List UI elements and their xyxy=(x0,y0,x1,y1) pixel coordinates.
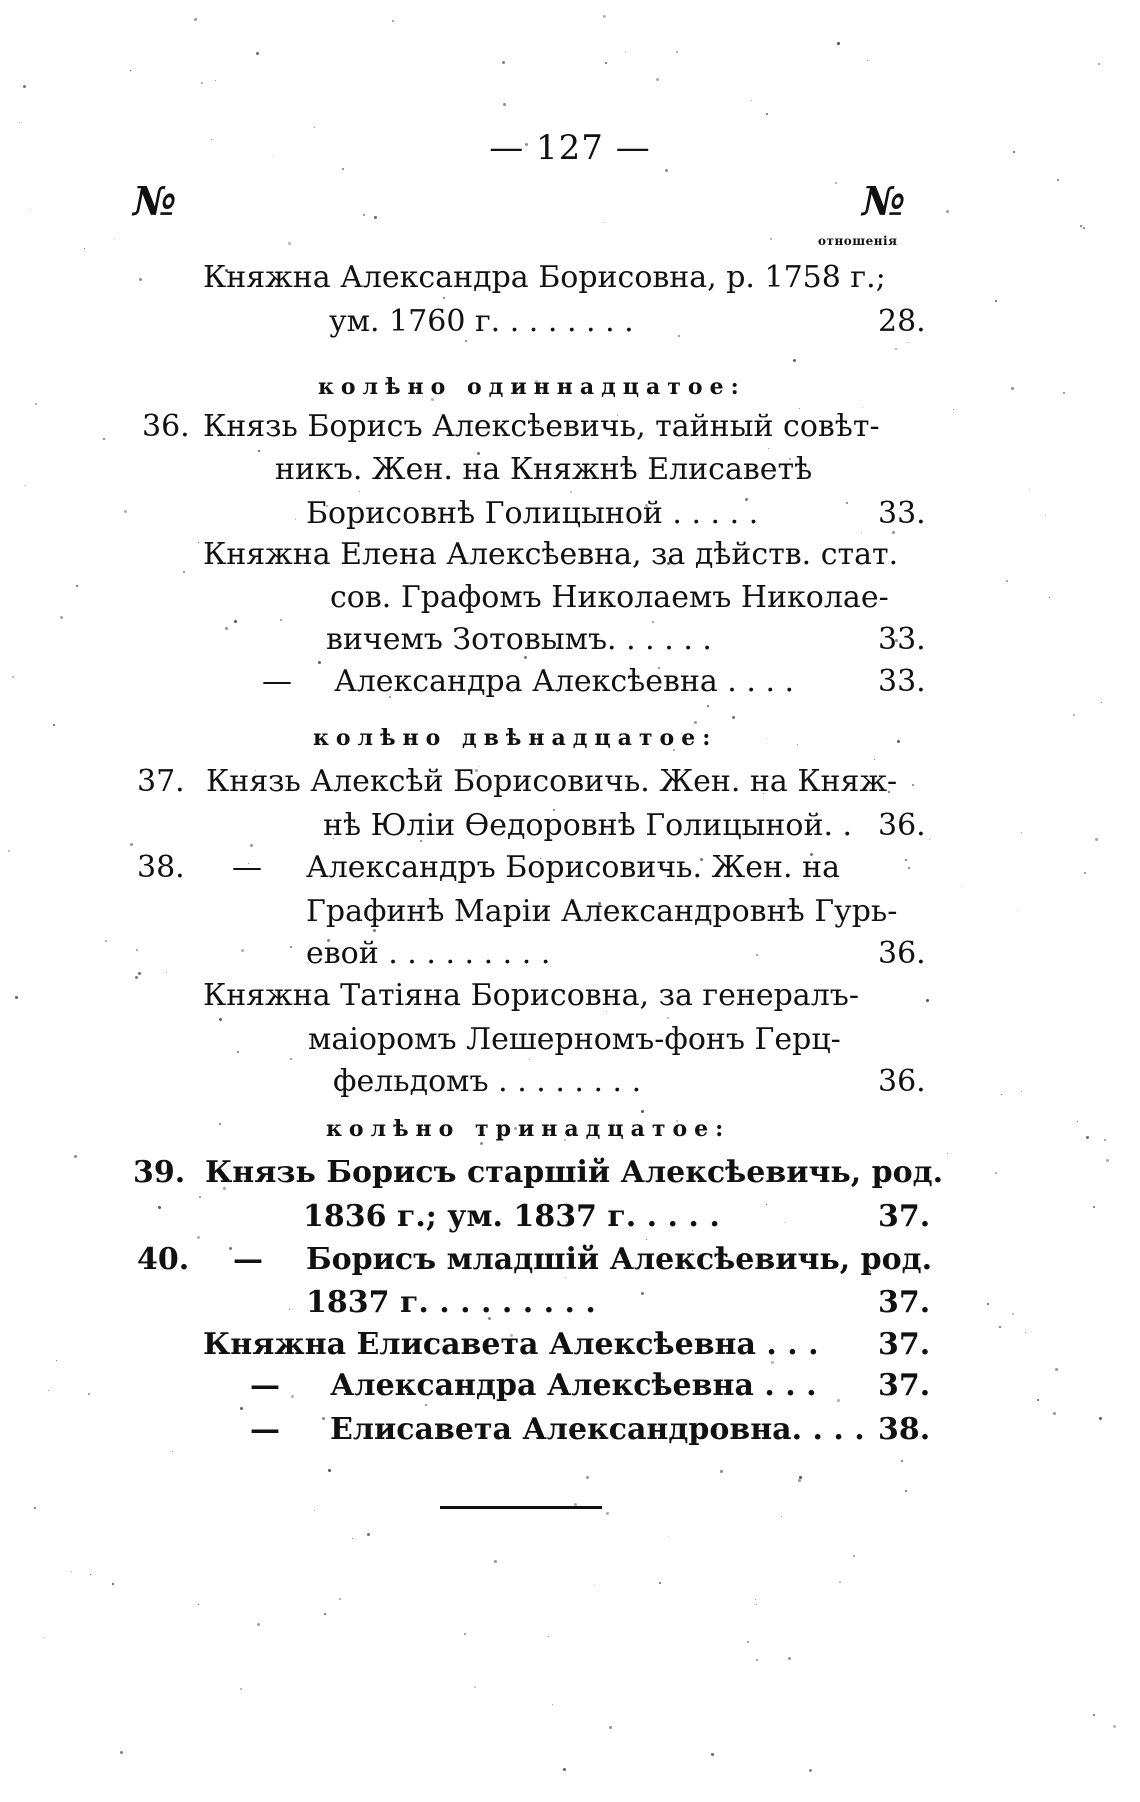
paper-speck xyxy=(953,409,954,410)
paper-speck xyxy=(766,1204,767,1205)
paper-speck xyxy=(199,1196,201,1198)
entry-line: Графинѣ Марiи Александровнѣ Гурь- xyxy=(306,894,898,929)
paper-speck xyxy=(35,403,37,405)
paper-speck xyxy=(912,784,914,786)
entry-line: нѣ Юлiи Ѳедоровнѣ Голицыной. . xyxy=(323,808,853,843)
entry-reference: 36. xyxy=(878,808,926,843)
paper-speck xyxy=(766,113,768,115)
paper-speck xyxy=(839,1581,841,1583)
paper-speck xyxy=(234,620,237,623)
paper-speck xyxy=(8,850,10,852)
paper-speck xyxy=(250,844,253,847)
entry-number: 40. xyxy=(137,1242,190,1277)
paper-speck xyxy=(374,216,377,219)
entry-line: Княжна Александра Борисовна, р. 1758 г.; xyxy=(203,260,886,295)
paper-speck xyxy=(74,1155,77,1158)
paper-speck xyxy=(905,1490,907,1492)
entry-reference: 33. xyxy=(878,496,926,531)
paper-speck xyxy=(480,1142,483,1145)
entry-line: Александръ Борисовичь. Жен. на xyxy=(306,850,840,885)
paper-speck xyxy=(897,740,900,743)
paper-speck xyxy=(606,1512,609,1515)
paper-speck xyxy=(24,485,25,486)
paper-speck xyxy=(594,1585,595,1586)
paper-speck xyxy=(502,61,505,64)
paper-speck xyxy=(120,1751,123,1754)
paper-speck xyxy=(1006,580,1008,582)
paper-speck xyxy=(60,616,63,619)
ditto-dash: — xyxy=(262,664,292,699)
paper-speck xyxy=(798,1479,801,1482)
entry-line: Княжна Елисавета Алексѣевна . . . xyxy=(203,1327,819,1362)
generation-heading: колѣно тринадцатое: xyxy=(326,1116,731,1142)
paper-speck xyxy=(1013,151,1015,153)
paper-speck xyxy=(71,1571,72,1572)
paper-speck xyxy=(359,491,360,492)
paper-speck xyxy=(103,438,105,440)
paper-speck xyxy=(56,1360,57,1361)
paper-speck xyxy=(23,85,26,88)
paper-speck xyxy=(241,949,244,952)
paper-speck xyxy=(240,1688,242,1690)
ditto-dash: — xyxy=(250,1368,280,1403)
paper-speck xyxy=(494,1560,497,1563)
ditto-dash: — xyxy=(233,1242,263,1277)
paper-speck xyxy=(929,839,930,840)
paper-speck xyxy=(788,1657,791,1660)
generation-heading: колѣно одиннадцатое: xyxy=(318,374,746,400)
paper-speck xyxy=(198,542,199,543)
paper-speck xyxy=(720,1470,723,1473)
paper-speck xyxy=(570,491,572,493)
entry-line: сов. Графомъ Николаемъ Николае- xyxy=(330,580,889,615)
paper-speck xyxy=(926,999,929,1002)
entry-reference: 33. xyxy=(878,622,926,657)
paper-speck xyxy=(781,1516,782,1517)
paper-speck xyxy=(288,242,291,245)
entry-reference: 33. xyxy=(878,664,926,699)
entry-line: Борисовнѣ Голицыной . . . . . xyxy=(306,496,759,531)
paper-speck xyxy=(289,1309,290,1310)
ditto-dash: — xyxy=(232,850,262,885)
paper-speck xyxy=(694,721,697,724)
paper-speck xyxy=(901,1460,903,1462)
paper-speck xyxy=(1063,392,1065,394)
paper-speck xyxy=(158,1206,161,1209)
paper-speck xyxy=(799,1476,802,1479)
paper-speck xyxy=(322,1417,325,1420)
entry-line: Князь Борисъ старшiй Алексѣевичь, род. xyxy=(205,1155,944,1190)
paper-speck xyxy=(1037,1399,1039,1401)
paper-speck xyxy=(183,571,185,573)
paper-speck xyxy=(367,1533,370,1536)
paper-speck xyxy=(273,155,274,156)
paper-speck xyxy=(201,82,203,84)
entry-reference: 28. xyxy=(878,304,926,339)
paper-speck xyxy=(84,248,85,249)
paper-speck xyxy=(837,42,840,45)
paper-speck xyxy=(229,1247,232,1250)
paper-speck xyxy=(947,1153,948,1154)
entry-number: 39. xyxy=(133,1155,186,1190)
entry-line: ум. 1760 г. . . . . . . . xyxy=(329,304,634,339)
paper-speck xyxy=(1045,515,1046,516)
paper-speck xyxy=(1084,872,1086,874)
paper-speck xyxy=(112,1583,114,1585)
paper-speck xyxy=(1104,1139,1106,1141)
entry-line: 1837 г. . . . . . . . . xyxy=(306,1285,596,1320)
paper-speck xyxy=(1055,1368,1058,1371)
paper-speck xyxy=(853,1555,855,1557)
paper-speck xyxy=(15,996,18,999)
paper-speck xyxy=(756,954,758,956)
paper-speck xyxy=(793,359,796,362)
entry-reference: 37. xyxy=(878,1327,931,1362)
paper-speck xyxy=(324,1613,326,1615)
paper-speck xyxy=(1093,1714,1095,1716)
paper-speck xyxy=(676,51,678,53)
paper-speck xyxy=(861,532,862,533)
paper-speck xyxy=(1021,832,1022,833)
paper-speck xyxy=(342,168,344,170)
paper-speck xyxy=(139,278,142,281)
paper-speck xyxy=(707,705,709,707)
entry-line: Елисавета Александровна. . . . xyxy=(330,1412,865,1447)
paper-speck xyxy=(1073,714,1075,716)
paper-speck xyxy=(280,619,282,621)
paper-speck xyxy=(946,210,949,213)
paper-speck xyxy=(166,972,167,973)
paper-speck xyxy=(641,1110,644,1113)
paper-speck xyxy=(258,450,260,452)
paper-speck xyxy=(756,1659,758,1661)
paper-speck xyxy=(1113,1725,1116,1728)
paper-speck xyxy=(211,139,212,140)
paper-speck xyxy=(219,1018,222,1021)
paper-speck xyxy=(124,510,127,513)
paper-speck xyxy=(474,1686,476,1688)
paper-speck xyxy=(225,627,228,630)
paper-speck xyxy=(659,1582,661,1584)
paper-speck xyxy=(1101,702,1102,703)
paper-speck xyxy=(995,1172,997,1174)
paper-speck xyxy=(215,80,216,81)
paper-speck xyxy=(1012,1313,1014,1315)
paper-speck xyxy=(34,1507,36,1509)
paper-speck xyxy=(256,52,259,55)
paper-speck xyxy=(1011,387,1014,390)
entry-line: Княжна Татiяна Борисовна, за генералъ- xyxy=(203,978,859,1013)
paper-speck xyxy=(586,1476,589,1479)
paper-speck xyxy=(44,1637,45,1638)
paper-speck xyxy=(867,60,868,61)
paper-speck xyxy=(105,940,107,942)
paper-speck xyxy=(609,1726,612,1729)
entry-line: вичемъ Зотовымъ. . . . . . xyxy=(326,622,712,657)
entry-line: фельдомъ . . . . . . . . xyxy=(333,1064,642,1099)
paper-speck xyxy=(625,52,626,53)
paper-speck xyxy=(768,448,769,449)
paper-speck xyxy=(290,1058,292,1060)
entry-line: Александра Алексѣевна . . . xyxy=(330,1368,817,1403)
paper-speck xyxy=(1017,910,1018,911)
paper-speck xyxy=(987,1303,989,1305)
paper-speck xyxy=(905,859,907,861)
paper-speck xyxy=(314,127,315,128)
paper-speck xyxy=(30,209,31,210)
paper-speck xyxy=(656,78,659,81)
paper-speck xyxy=(1098,63,1100,65)
paper-speck xyxy=(1049,597,1050,598)
paper-speck xyxy=(835,182,837,184)
paper-speck xyxy=(766,738,767,739)
entry-reference: 37. xyxy=(878,1368,931,1403)
paper-speck xyxy=(503,103,506,106)
entry-reference: 36. xyxy=(878,936,926,971)
paper-speck xyxy=(295,519,296,520)
paper-speck xyxy=(90,1574,91,1575)
ditto-dash: — xyxy=(250,1412,280,1447)
entry-line: Княжна Елена Алексѣевна, за дѣйств. стат. xyxy=(203,537,899,572)
number-column-header: № xyxy=(133,178,177,225)
paper-speck xyxy=(1057,179,1059,181)
paper-speck xyxy=(197,1236,200,1239)
end-rule xyxy=(440,1506,602,1509)
paper-speck xyxy=(53,724,55,726)
paper-speck xyxy=(314,1510,315,1511)
entry-number: 36. xyxy=(142,409,190,444)
paper-speck xyxy=(48,1390,49,1391)
paper-speck xyxy=(130,70,131,71)
paper-speck xyxy=(291,1395,294,1398)
paper-speck xyxy=(464,1633,466,1635)
paper-speck xyxy=(339,1598,341,1600)
paper-speck xyxy=(237,1051,239,1053)
paper-speck xyxy=(908,867,910,869)
paper-speck xyxy=(19,122,20,123)
paper-speck xyxy=(1106,1159,1109,1162)
paper-speck xyxy=(678,335,680,337)
entry-line: никъ. Жен. на Княжнѣ Елисаветѣ xyxy=(275,452,813,487)
paper-speck xyxy=(1086,1136,1089,1139)
entry-reference: 37. xyxy=(878,1199,931,1234)
paper-speck xyxy=(605,62,607,64)
paper-speck xyxy=(328,1469,331,1472)
paper-speck xyxy=(711,1753,714,1756)
entry-number: 37. xyxy=(137,764,185,799)
paper-speck xyxy=(809,1769,812,1772)
paper-speck xyxy=(130,843,133,846)
paper-speck xyxy=(76,585,78,587)
paper-speck xyxy=(219,1123,221,1125)
paper-speck xyxy=(136,949,138,951)
generation-heading: колѣно двѣнадцатое: xyxy=(313,725,718,751)
paper-speck xyxy=(257,1623,260,1626)
paper-speck xyxy=(756,1604,757,1605)
paper-speck xyxy=(138,972,141,975)
paper-speck xyxy=(755,1599,756,1600)
paper-speck xyxy=(1093,1206,1095,1208)
paper-speck xyxy=(837,1399,840,1402)
paper-speck xyxy=(318,661,321,664)
paper-speck xyxy=(747,1641,749,1643)
paper-speck xyxy=(1001,1094,1002,1095)
reference-column-header: № xyxy=(862,178,906,225)
paper-speck xyxy=(12,676,14,678)
entry-line: маiоромъ Лешерномъ-фонъ Герц- xyxy=(308,1022,841,1057)
paper-speck xyxy=(1025,1332,1026,1333)
paper-speck xyxy=(392,20,394,22)
paper-speck xyxy=(846,502,848,504)
paper-speck xyxy=(784,1222,785,1223)
entry-line: Борисъ младшiй Алексѣевичь, род. xyxy=(306,1242,933,1277)
entry-line: Князь Борисъ Алексѣевичь, тайный совѣт- xyxy=(203,409,880,444)
paper-speck xyxy=(1029,489,1030,490)
reference-column-subheader: отношенiя xyxy=(818,234,898,248)
paper-speck xyxy=(114,238,115,239)
paper-speck xyxy=(797,744,798,745)
paper-speck xyxy=(667,1017,669,1019)
paper-speck xyxy=(999,1326,1001,1328)
entry-reference: 36. xyxy=(878,1064,926,1099)
entry-line: Александра Алексѣевна . . . . xyxy=(334,664,795,699)
paper-speck xyxy=(198,1604,199,1605)
paper-speck xyxy=(240,1407,243,1410)
paper-speck xyxy=(194,18,197,21)
entry-reference: 38. xyxy=(878,1412,931,1447)
paper-speck xyxy=(1053,1412,1056,1415)
paper-speck xyxy=(1083,227,1085,229)
paper-speck xyxy=(563,1768,566,1771)
paper-speck xyxy=(641,1292,644,1295)
paper-speck xyxy=(751,100,752,101)
paper-speck xyxy=(135,976,138,979)
page-number: — 127 — xyxy=(489,128,651,168)
entry-line: 1836 г.; ум. 1837 г. . . . . xyxy=(303,1199,720,1234)
paper-speck xyxy=(548,1636,549,1637)
paper-speck xyxy=(668,1536,669,1537)
paper-speck xyxy=(172,1451,173,1452)
paper-speck xyxy=(1080,225,1082,227)
paper-speck xyxy=(995,300,997,302)
paper-speck xyxy=(1099,1417,1102,1420)
paper-speck xyxy=(1021,1091,1022,1092)
paper-speck xyxy=(1095,838,1098,841)
entry-reference: 37. xyxy=(878,1285,931,1320)
paper-speck xyxy=(895,348,897,350)
paper-speck xyxy=(352,1538,353,1539)
paper-speck xyxy=(603,15,606,18)
entry-line: евой . . . . . . . . . xyxy=(306,936,551,971)
entry-number: 38. xyxy=(137,850,185,885)
paper-speck xyxy=(665,169,668,172)
paper-speck xyxy=(907,342,908,343)
entry-line: Князь Алексѣй Борисовичь. Жен. на Княж- xyxy=(206,764,898,799)
paper-speck xyxy=(732,716,735,719)
paper-speck xyxy=(88,1393,90,1395)
paper-speck xyxy=(604,222,605,223)
paper-speck xyxy=(1077,1121,1078,1122)
paper-speck xyxy=(770,238,772,240)
paper-speck xyxy=(874,759,875,760)
paper-speck xyxy=(290,946,292,948)
paper-speck xyxy=(552,1704,553,1705)
paper-speck xyxy=(363,214,365,216)
paper-speck xyxy=(961,886,962,887)
